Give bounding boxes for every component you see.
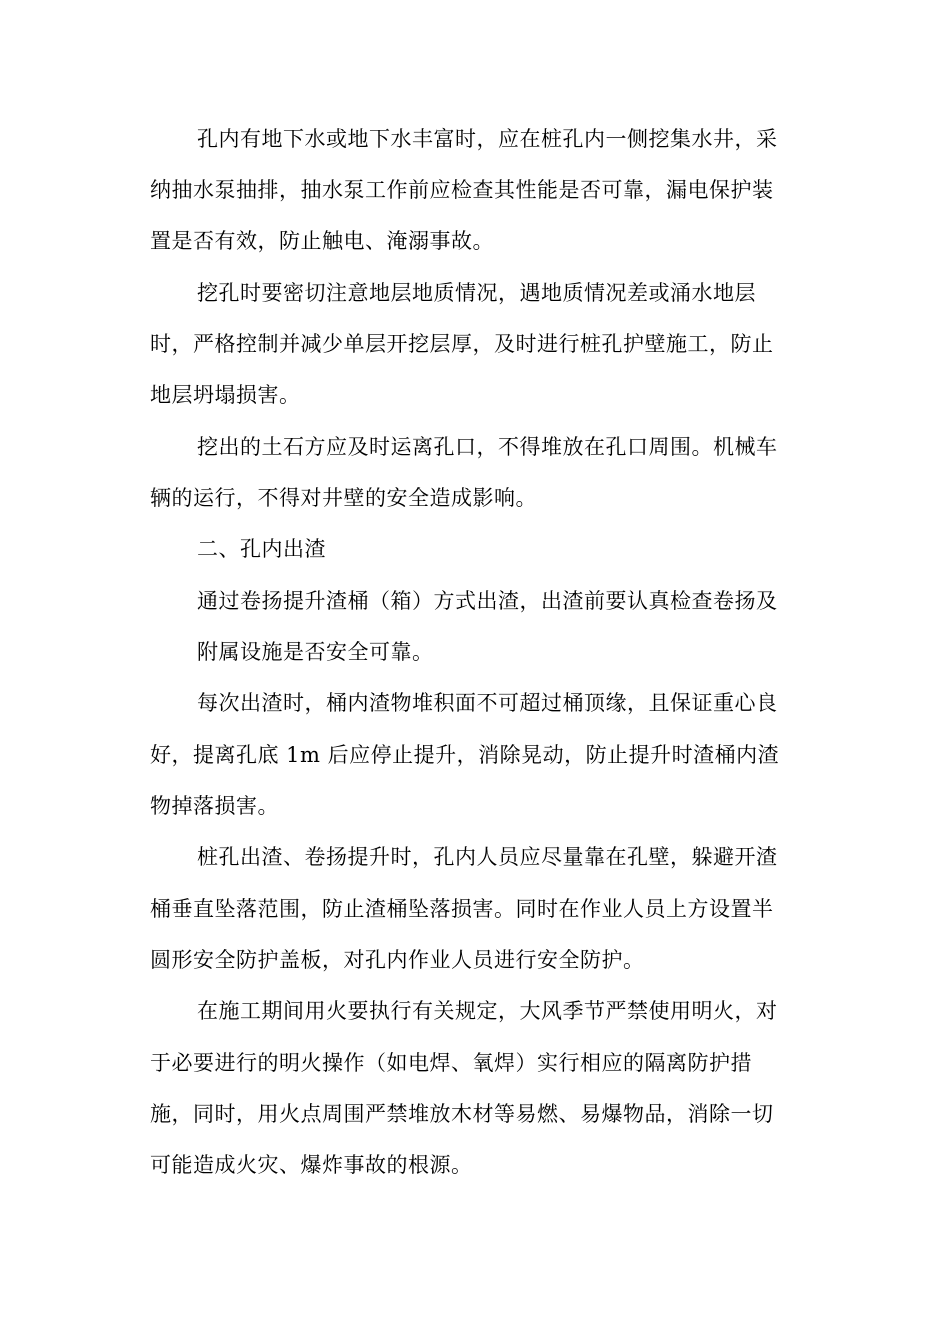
paragraph-7-line-4: 可能造成火灾、爆炸事故的根源。 [150,1153,473,1177]
paragraph-7-line-2: 于必要进行的明火操作（如电焊、氧焊）实行相应的隔离防护措 [150,1051,752,1075]
paragraph-3-line-1: 挖出的土石方应及时运离孔口，不得堆放在孔口周围。机械车 [197,435,778,459]
paragraph-3-line-2: 辆的运行，不得对井壁的安全造成影响。 [150,486,537,510]
paragraph-7-line-1: 在施工期间用火要执行有关规定，大风季节严禁使用明火，对 [197,999,778,1023]
paragraph-5-line-3: 物掉落损害。 [150,794,279,818]
paragraph-6-line-2: 桶垂直坠落范围，防止渣桶坠落损害。同时在作业人员上方设置半 [150,897,774,921]
paragraph-2-line-1: 挖孔时要密切注意地层地质情况，遇地质情况差或涌水地层 [197,281,756,305]
paragraph-6-line-1: 桩孔出渣、卷扬提升时，孔内人员应尽量靠在孔壁，躲避开渣 [197,845,778,869]
paragraph-6-line-3: 圆形安全防护盖板，对孔内作业人员进行安全防护。 [150,948,645,972]
paragraph-7-line-3: 施，同时，用火点周围严禁堆放木材等易燃、易爆物品，消除一切 [150,1102,774,1126]
paragraph-4-line-1: 通过卷扬提升渣桶（箱）方式出渣，出渣前要认真检查卷扬及 [197,589,778,613]
section-heading: 二、孔内出渣 [197,537,326,561]
paragraph-2-line-2: 时，严格控制并减少单层开挖层厚，及时进行桩孔护壁施工，防止 [150,332,774,356]
paragraph-1-line-1: 孔内有地下水或地下水丰富时，应在桩孔内一侧挖集水井，采 [197,127,778,151]
paragraph-1-line-3: 置是否有效，防止触电、淹溺事故。 [150,229,494,253]
paragraph-1-line-2: 纳抽水泵抽排，抽水泵工作前应检查其性能是否可靠，漏电保护装 [150,178,774,202]
paragraph-2-line-3: 地层坍塌损害。 [150,383,301,407]
paragraph-4-line-2: 附属设施是否安全可靠。 [197,640,434,664]
paragraph-5-line-2: 好，提离孔底 1m 后应停止提升，消除晃动，防止提升时渣桶内渣 [150,743,780,767]
paragraph-5-line-1: 每次出渣时，桶内渣物堆积面不可超过桶顶缘，且保证重心良 [197,691,778,715]
